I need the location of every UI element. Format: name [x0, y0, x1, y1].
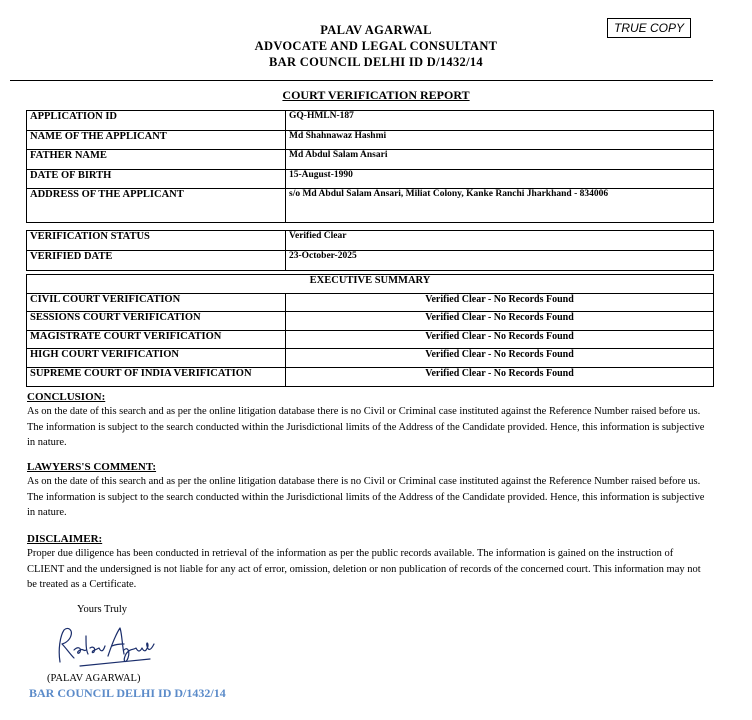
summary-value: Verified Clear - No Records Found	[286, 349, 714, 368]
application-id-value: GQ-HMLN-187	[286, 111, 714, 131]
executive-summary-title: EXECUTIVE SUMMARY	[27, 275, 714, 294]
address-label: ADDRESS OF THE APPLICANT	[27, 189, 286, 223]
summary-label: SUPREME COURT OF INDIA VERIFICATION	[27, 367, 286, 386]
true-copy-stamp: TRUE COPY	[607, 18, 691, 38]
signatory-name: (PALAV AGARWAL)	[47, 673, 141, 684]
dob-value: 15-August-1990	[286, 169, 714, 189]
summary-label: SESSIONS COURT VERIFICATION	[27, 312, 286, 331]
table-row	[27, 250, 714, 270]
table-row	[27, 312, 714, 331]
bar-council-id: BAR COUNCIL DELHI ID D/1432/14	[269, 55, 483, 69]
disclaimer-section	[27, 533, 712, 593]
applicant-name-value: Md Shahnawaz Hashmi	[286, 130, 714, 150]
table-row	[27, 189, 714, 223]
table-row	[27, 293, 714, 312]
table-row	[27, 111, 714, 131]
summary-label: CIVIL COURT VERIFICATION	[27, 293, 286, 312]
conclusion-section	[27, 391, 712, 451]
address-value: s/o Md Abdul Salam Ansari, Miliat Colony, Kanke Ranchi Jharkhand - 834006	[286, 189, 714, 223]
verification-status-label: VERIFICATION STATUS	[27, 231, 286, 251]
father-name-value: Md Abdul Salam Ansari	[286, 150, 714, 170]
conclusion-text: As on the date of this search and as per the online litigation database there is no Civil or Criminal case instituted against the Reference Number raised before us. The information is subject to the search conducted within the Jurisdictional limits of the Address of the Candidate provided. Hence, this information is subjective in nature.	[27, 406, 705, 448]
advocate-designation: ADVOCATE AND LEGAL CONSULTANT	[254, 39, 498, 53]
summary-label: MAGISTRATE COURT VERIFICATION	[27, 330, 286, 349]
verification-status-value: Verified Clear	[286, 231, 714, 251]
applicant-details-table	[26, 110, 714, 271]
summary-value: Verified Clear - No Records Found	[286, 293, 714, 312]
disclaimer-heading: DISCLAIMER:	[27, 533, 103, 545]
advocate-name: PALAV AGARWAL	[320, 23, 432, 37]
summary-value: Verified Clear - No Records Found	[286, 330, 714, 349]
applicant-name-label: NAME OF THE APPLICANT	[27, 130, 286, 150]
father-name-label: FATHER NAME	[27, 150, 286, 170]
table-row	[27, 275, 714, 294]
lawyers-comment-heading: LAWYERS'S COMMENT:	[27, 461, 157, 473]
conclusion-heading: CONCLUSION:	[27, 391, 106, 403]
summary-value: Verified Clear - No Records Found	[286, 312, 714, 331]
disclaimer-text: Proper due diligence has been conducted in retrieval of the information as per the public records available. The information is gained on the instruction of CLIENT and the undersigned is not liable for any act of error, omission, deletion or non publication of records of the concerned court. This information may not be treated as a Certificate.	[27, 548, 701, 590]
lawyers-comment-text: As on the date of this search and as per the online litigation database there is no Civil or Criminal case instituted against the Reference Number raised before us. The information is subject to the search conducted within the Jurisdictional limits of the Address of the Candidate provided. Hence, this information is subjective in nature.	[27, 476, 705, 518]
table-row	[27, 330, 714, 349]
closing-salutation: Yours Truly	[77, 604, 128, 615]
header-divider	[10, 80, 713, 81]
verified-date-label: VERIFIED DATE	[27, 250, 286, 270]
footer-bar-council-id: BAR COUNCIL DELHI ID D/1432/14	[29, 686, 226, 700]
summary-value: Verified Clear - No Records Found	[286, 367, 714, 386]
table-row	[27, 169, 714, 189]
summary-label: HIGH COURT VERIFICATION	[27, 349, 286, 368]
dob-label: DATE OF BIRTH	[27, 169, 286, 189]
executive-summary-table	[26, 274, 714, 387]
application-id-label: APPLICATION ID	[27, 111, 286, 131]
table-row	[27, 150, 714, 170]
table-row	[27, 231, 714, 251]
report-title: COURT VERIFICATION REPORT	[282, 88, 470, 102]
table-spacer	[27, 223, 714, 231]
table-row	[27, 130, 714, 150]
signature-image	[50, 622, 160, 670]
table-row	[27, 367, 714, 386]
lawyers-comment-section	[27, 461, 712, 521]
verified-date-value: 23-October-2025	[286, 250, 714, 270]
table-row	[27, 349, 714, 368]
